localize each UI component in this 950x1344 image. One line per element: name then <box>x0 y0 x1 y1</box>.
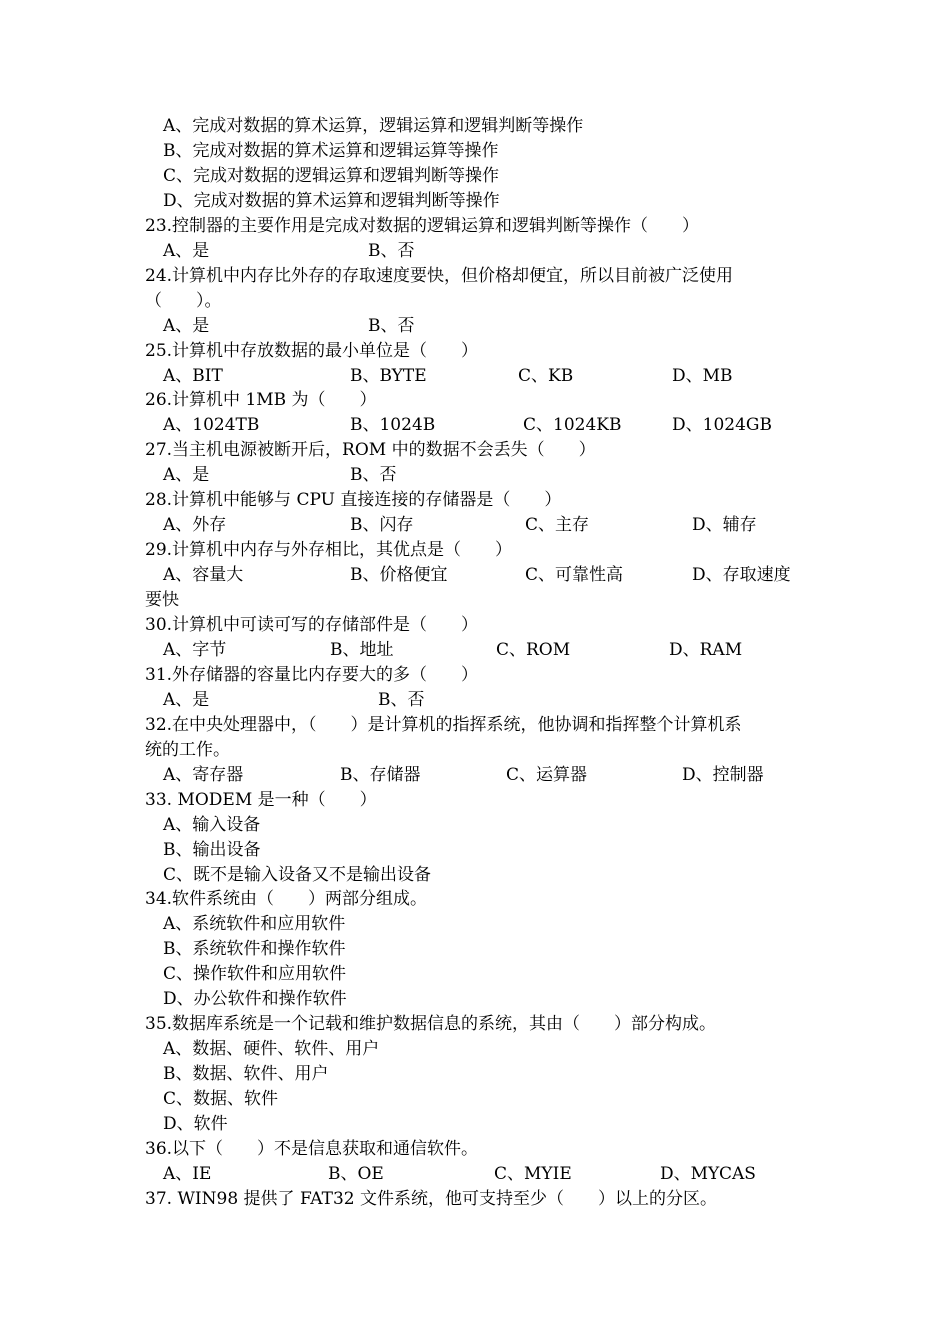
answer-option: D、辅存 <box>692 515 757 536</box>
question-text: 26.计算机中 1MB 为（ ） <box>145 390 377 411</box>
answer-option: A、字节 <box>163 639 227 660</box>
answer-option: D、软件 <box>163 1114 228 1134</box>
answer-option: B、闪存 <box>350 515 414 536</box>
answer-option: D、控制器 <box>682 764 764 785</box>
answer-option: A、BIT <box>163 365 223 386</box>
question-text: （ ）。 <box>145 290 222 311</box>
answer-option: C、完成对数据的逻辑运算和逻辑判断等操作 <box>163 165 500 186</box>
answer-option: B、否 <box>350 465 397 486</box>
answer-option: B、完成对数据的算术运算和逻辑运算等操作 <box>163 140 499 161</box>
question-text: 32.在中央处理器中，（ ）是计算机的指挥系统，他协调和指挥整个计算机系 <box>145 714 742 735</box>
answer-option: B、BYTE <box>350 365 427 386</box>
question-text: 36.以下（ ）不是信息获取和通信软件。 <box>145 1138 479 1159</box>
answer-option: D、MYCAS <box>660 1163 756 1184</box>
question-text: 31.外存储器的容量比内存要大的多（ ） <box>145 664 479 685</box>
answer-option: C、主存 <box>525 515 590 536</box>
question-text: 30.计算机中可读可写的存储部件是（ ） <box>145 615 479 635</box>
answer-option: A、外存 <box>163 515 227 536</box>
answer-option: B、数据、软件、用户 <box>163 1064 329 1085</box>
question-text: 24.计算机中内存比外存的存取速度要快，但价格却便宜，所以目前被广泛使用 <box>145 265 734 286</box>
answer-option: C、KB <box>518 365 574 386</box>
answer-option: A、是 <box>163 465 210 486</box>
answer-option: B、否 <box>368 315 415 336</box>
answer-option: B、存储器 <box>340 764 421 785</box>
answer-option: B、价格便宜 <box>350 565 448 586</box>
answer-option: A、系统软件和应用软件 <box>163 914 346 935</box>
question-text: 28.计算机中能够与 CPU 直接连接的存储器是（ ） <box>145 490 562 511</box>
answer-option: C、既不是输入设备又不是输出设备 <box>163 864 432 885</box>
answer-option: A、是 <box>163 689 210 710</box>
question-text: 37. WIN98 提供了 FAT32 文件系统，他可支持至少（ ）以上的分区。 <box>145 1188 717 1209</box>
answer-option: A、IE <box>163 1163 212 1184</box>
answer-option: C、1024KB <box>523 415 622 436</box>
answer-option: A、数据、硬件、软件、用户 <box>163 1039 380 1060</box>
answer-option: C、MYIE <box>494 1163 572 1184</box>
answer-option: C、操作软件和应用软件 <box>163 964 347 985</box>
question-text: 34.软件系统由（ ）两部分组成。 <box>145 889 428 910</box>
answer-option: A、是 <box>163 315 210 336</box>
question-text: 29.计算机中内存与外存相比，其优点是（ ） <box>145 540 513 561</box>
answer-option: B、地址 <box>330 639 394 660</box>
question-text: 23.控制器的主要作用是完成对数据的逻辑运算和逻辑判断等操作（ ） <box>145 215 700 236</box>
question-text: 33. MODEM 是一种（ ） <box>145 789 377 810</box>
answer-option: B、系统软件和操作软件 <box>163 939 346 960</box>
answer-option: A、输入设备 <box>163 814 261 835</box>
answer-option: A、是 <box>163 240 210 261</box>
question-text: 25.计算机中存放数据的最小单位是（ ） <box>145 340 479 361</box>
answer-option: D、存取速度 <box>692 565 791 586</box>
question-text: 35.数据库系统是一个记载和维护数据信息的系统，其由（ ）部分构成。 <box>145 1014 717 1035</box>
answer-option: D、办公软件和操作软件 <box>163 989 347 1010</box>
answer-option: A、1024TB <box>163 415 260 436</box>
answer-option: B、否 <box>378 689 425 710</box>
answer-option: B、1024B <box>350 415 436 436</box>
answer-option: C、ROM <box>496 639 571 660</box>
answer-option: C、可靠性高 <box>525 565 624 586</box>
answer-option: C、运算器 <box>506 764 588 785</box>
question-text: 统的工作。 <box>145 739 230 760</box>
answer-option: C、数据、软件 <box>163 1089 279 1110</box>
answer-option: A、完成对数据的算术运算，逻辑运算和逻辑判断等操作 <box>163 116 584 136</box>
answer-option: D、1024GB <box>672 415 772 436</box>
answer-option: A、容量大 <box>163 565 244 586</box>
answer-option: D、完成对数据的算术运算和逻辑判断等操作 <box>163 190 500 211</box>
answer-option: D、RAM <box>669 639 743 660</box>
answer-option: B、输出设备 <box>163 839 261 860</box>
answer-option: B、OE <box>328 1163 384 1184</box>
question-text: 要快 <box>145 590 179 611</box>
answer-option: D、MB <box>672 365 733 386</box>
answer-option: B、否 <box>368 240 415 261</box>
answer-option: A、寄存器 <box>163 764 244 785</box>
question-text: 27.当主机电源被断开后，ROM 中的数据不会丢失（ ） <box>145 440 596 461</box>
